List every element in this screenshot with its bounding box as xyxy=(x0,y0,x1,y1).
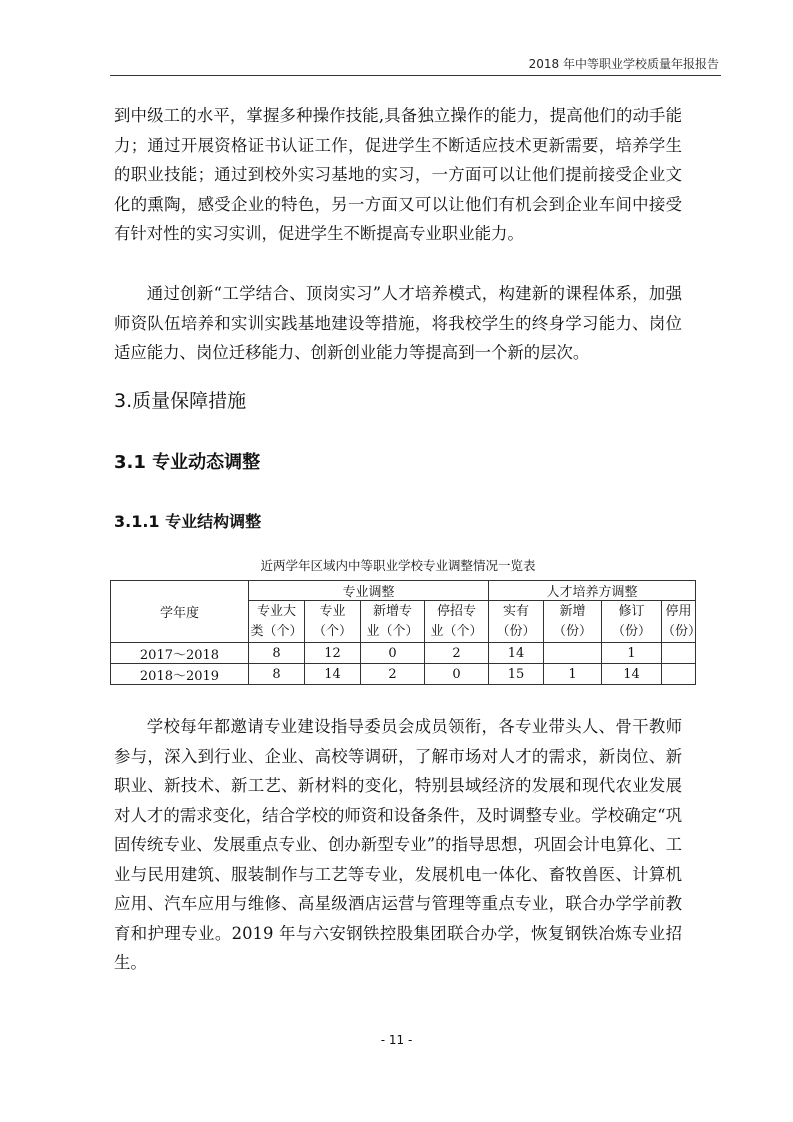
header-group-major: 专业调整 xyxy=(249,581,489,601)
sub-header-cell xyxy=(489,601,544,643)
sub-header-cell xyxy=(305,601,361,643)
section-heading-3-1-1: 3.1.1 专业结构调整 xyxy=(114,512,262,531)
value-cell: 14 xyxy=(305,664,361,685)
year-cell: 2018～2019 xyxy=(111,664,249,685)
sub-header-line: 类（个） xyxy=(250,623,303,639)
sub-header-line: 停招专 xyxy=(437,603,477,619)
value-cell: 2 xyxy=(361,664,425,685)
value-cell: 0 xyxy=(361,643,425,664)
sub-header-cell xyxy=(361,601,425,643)
value-cell: 1 xyxy=(602,643,662,664)
sub-header-line: 实有 xyxy=(503,603,530,619)
sub-header-line: （份） xyxy=(553,623,593,639)
major-adjustment-table xyxy=(110,580,702,685)
value-cell xyxy=(544,643,602,664)
value-cell: 8 xyxy=(249,643,305,664)
value-cell: 12 xyxy=(305,643,361,664)
sub-header-line: 停用 xyxy=(665,603,692,619)
header-group-plan: 人才培养方调整 xyxy=(489,581,696,601)
sub-header-line: 专业大 xyxy=(256,603,296,619)
value-cell: 1 xyxy=(544,664,602,685)
value-cell xyxy=(662,664,696,685)
sub-header-cell xyxy=(662,601,702,643)
sub-header-line: （份） xyxy=(662,623,702,639)
section-heading-3: 3.质量保障措施 xyxy=(114,390,247,412)
section-heading-3-1: 3.1 专业动态调整 xyxy=(114,452,261,473)
page-number: - 11 - xyxy=(380,1033,413,1047)
value-cell: 15 xyxy=(489,664,544,685)
sub-header-cell xyxy=(425,601,489,643)
sub-header-line: 业（个） xyxy=(430,623,483,639)
table-row xyxy=(111,643,696,664)
sub-header-cell xyxy=(249,601,305,643)
value-cell: 8 xyxy=(249,664,305,685)
sub-header-cell xyxy=(544,601,602,643)
sub-header-line: 专业 xyxy=(319,603,346,619)
table-caption: 近两学年区域内中等职业学校专业调整情况一览表 xyxy=(260,558,536,573)
paragraph-innovation: 通过创新“工学结合、顶岗实习”人才培养模式，构建新的课程体系，加强师资队伍培养和实训实践基地建设等措施，将我校学生的终身学习能力、岗位适应能力、岗位迁移能力、创新创业能力等提高到一个新的层次。 xyxy=(114,284,682,362)
sub-header-line: 修订 xyxy=(618,603,645,619)
running-header: 2018 年中等职业学校质量年报报告 xyxy=(528,57,719,71)
table-row xyxy=(111,664,696,685)
year-cell: 2017～2018 xyxy=(111,643,249,664)
value-cell: 14 xyxy=(489,643,544,664)
paragraph-adjustment: 学校每年都邀请专业建设指导委员会成员领衔，各专业带头人、骨干教师参与，深入到行业、企业、高校等调研，了解市场对人才的需求，新岗位、新职业、新技术、新工艺、新材料的变化，特别县域经济的发展和现代农业发展对人才的需求变化，结合学校的师资和设备条件，及时调整专业。学校确定“巩固传统专业、发展重点专业、创办新型专业”的指导思想，巩固会计电算化、工业与民用建筑、服装制作与工艺等专业，发展机电一体化、畜牧兽医、计算机应用、汽车应用与维修、高星级酒店运营与管理等重点专业，联合办学学前教育和护理专业。2019 年与六安钢铁控股集团联合办学，恢复钢铁冶炼专业招生。 xyxy=(114,717,682,972)
sub-header-line: 业（个） xyxy=(366,623,419,639)
sub-header-line: 新增 xyxy=(559,603,586,619)
sub-header-line: （份） xyxy=(496,623,536,639)
value-cell: 0 xyxy=(425,664,489,685)
value-cell xyxy=(662,643,696,664)
sub-header-line: （份） xyxy=(612,623,652,639)
sub-header-line: 新增专 xyxy=(372,603,412,619)
header-year: 学年度 xyxy=(111,581,249,643)
value-cell: 2 xyxy=(425,643,489,664)
header-divider xyxy=(110,75,721,76)
sub-header-cell xyxy=(602,601,662,643)
sub-header-line: （个） xyxy=(312,623,352,639)
value-cell: 14 xyxy=(602,664,662,685)
paragraph-continuation: 到中级工的水平，掌握多种操作技能,具备独立操作的能力，提高他们的动手能力；通过开展资格证书认证工作，促进学生不断适应技术更新需要，培养学生的职业技能；通过到校外实习基地的实习，一方面可以让他们提前接受企业文化的熏陶，感受企业的特色，另一方面又可以让他们有机会到企业车间中接受有针对性的实习实训，促进学生不断提高专业职业能力。 xyxy=(114,106,682,243)
